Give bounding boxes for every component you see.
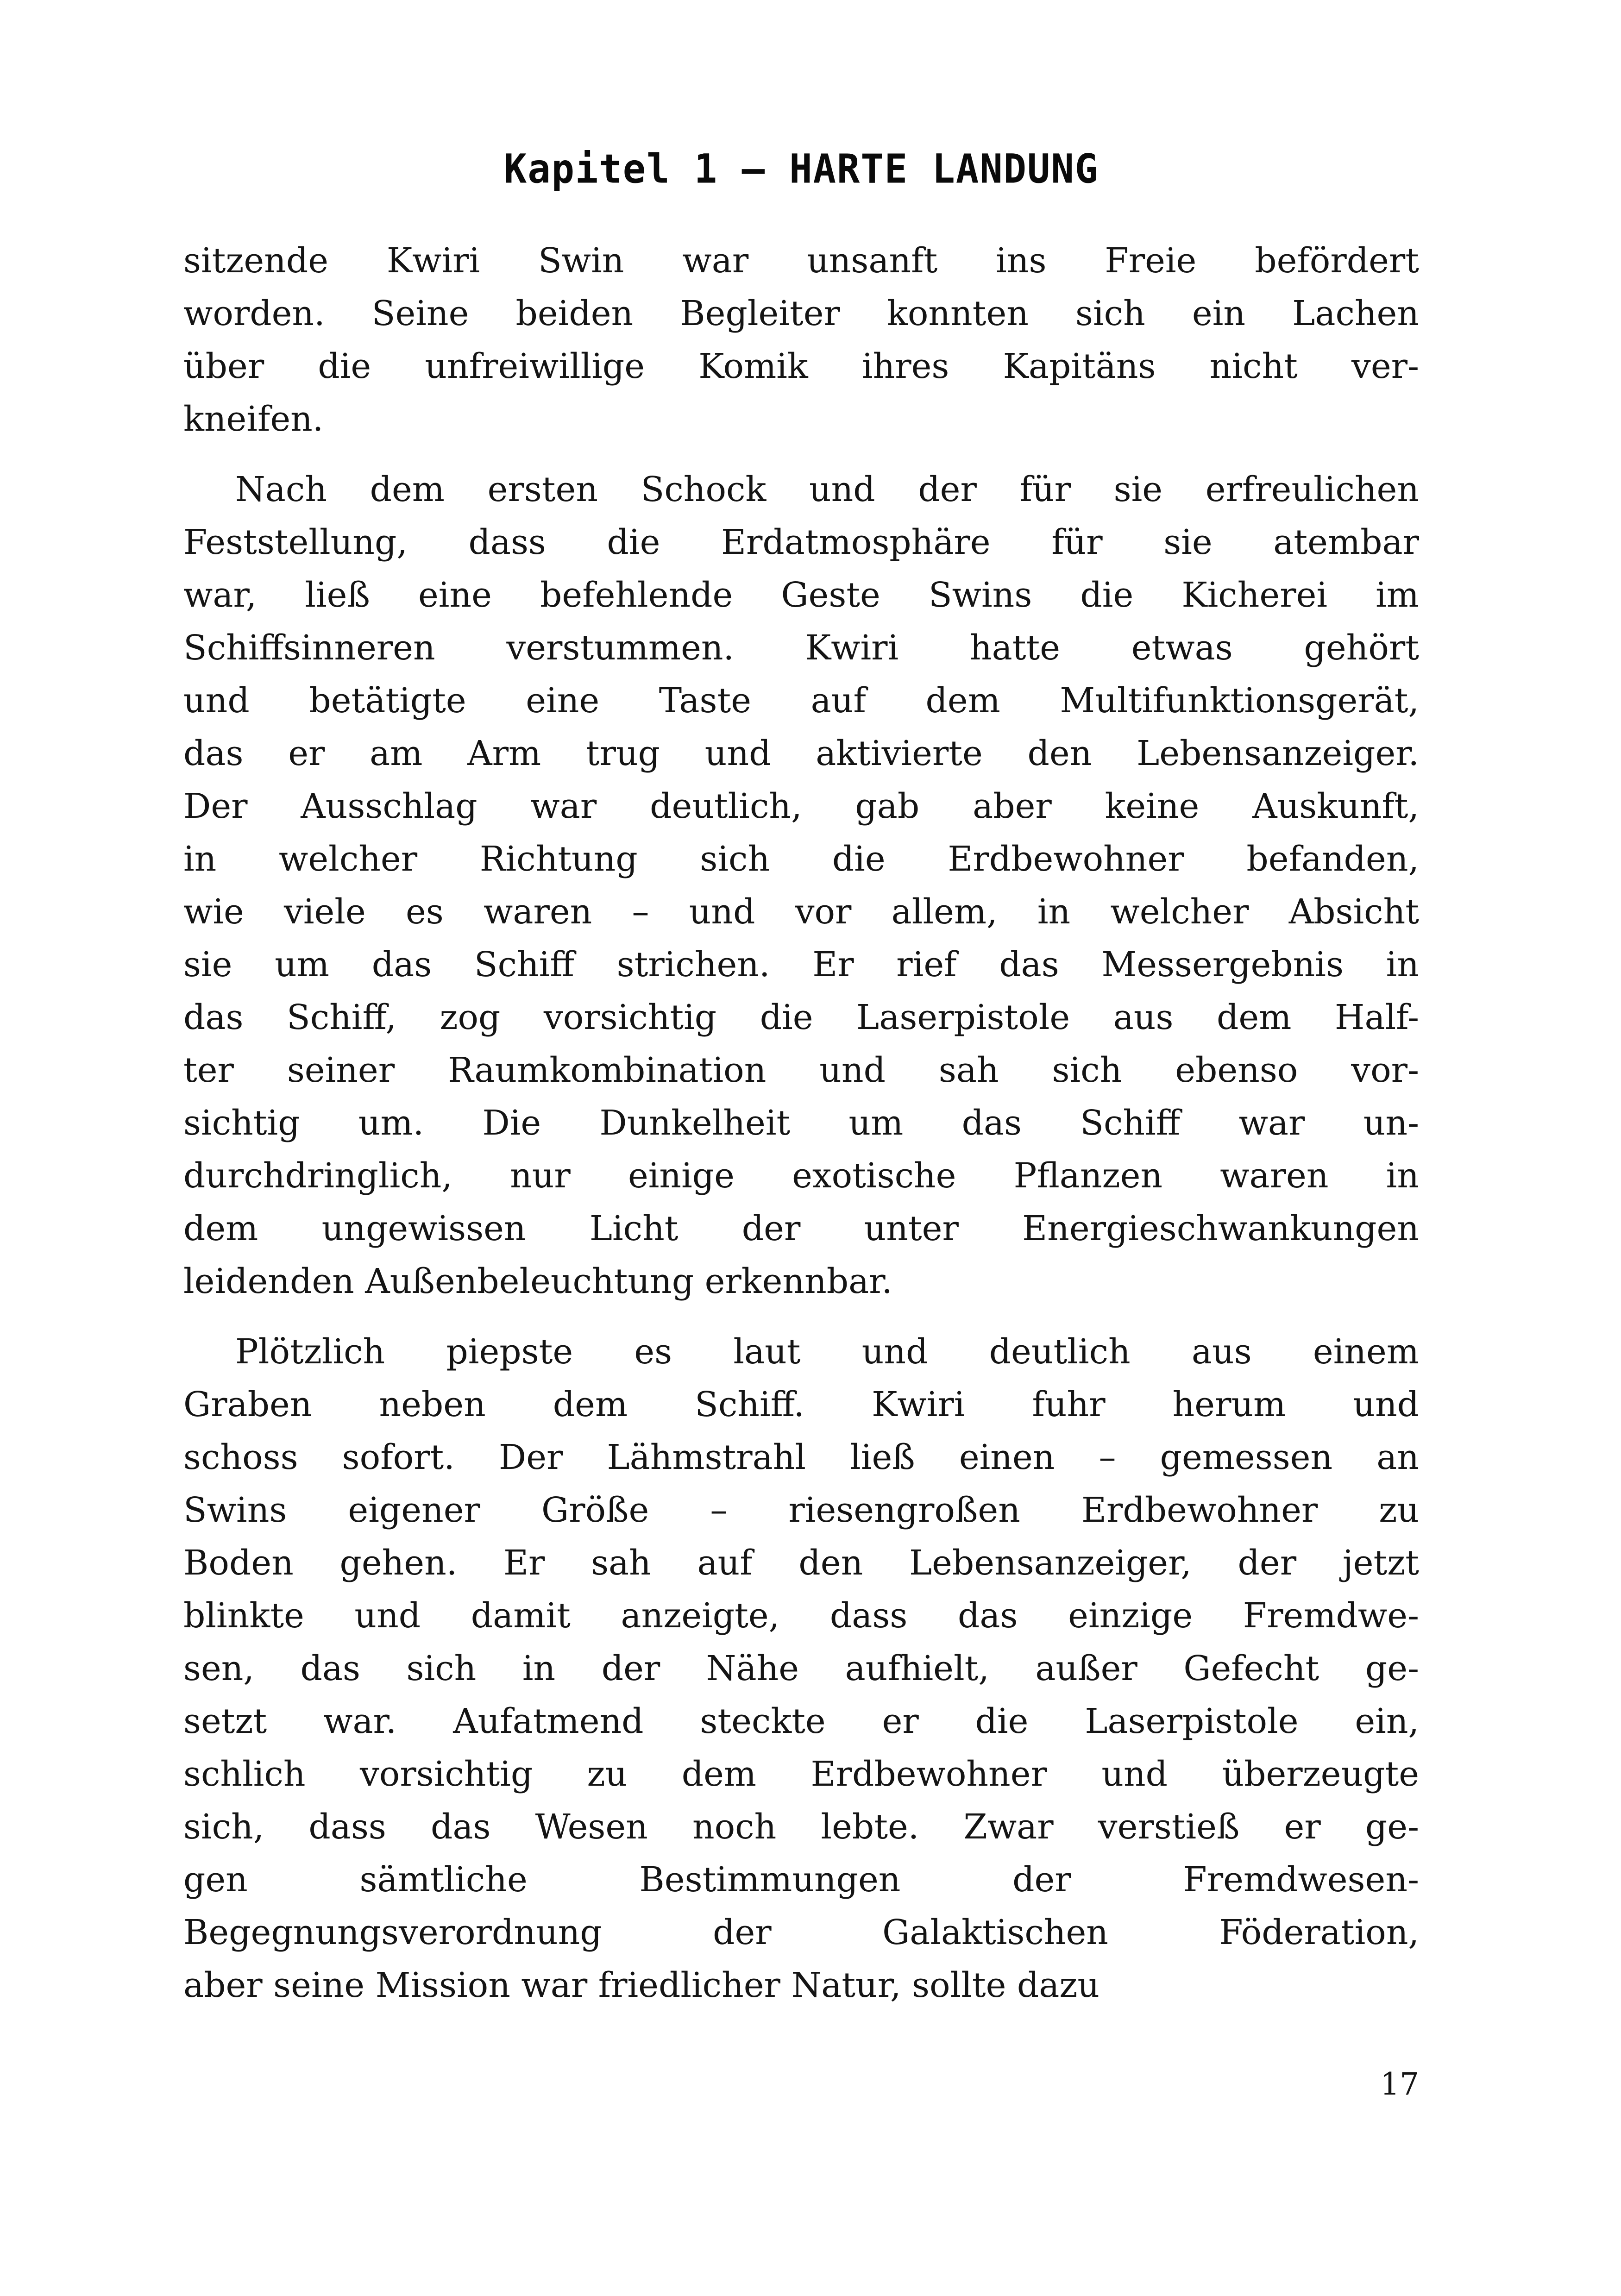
text-line: ter seiner Raumkombination und sah sich ebenso vor- <box>183 1050 1419 1090</box>
text-line: durchdringlich, nur einige exotische Pflanzen waren in <box>183 1156 1419 1196</box>
text-line: Schiffsinneren verstummen. Kwiri hatte etwas gehört <box>183 628 1419 668</box>
text-line: setzt war. Aufatmend steckte er die Laserpistole ein, <box>183 1701 1419 1741</box>
paragraph <box>183 234 1419 445</box>
text-line: dem ungewissen Licht der unter Energieschwankungen <box>183 1209 1419 1248</box>
text-line: über die unfreiwillige Komik ihres Kapitäns nicht ver- <box>183 346 1419 386</box>
text-line: sichtig um. Die Dunkelheit um das Schiff war un- <box>183 1103 1419 1143</box>
text-line: das Schiff, zog vorsichtig die Laserpistole aus dem Half- <box>183 997 1419 1037</box>
chapter-heading: Kapitel 1 – HARTE LANDUNG <box>503 146 1099 193</box>
text-line: und betätigte eine Taste auf dem Multifunktionsgerät, <box>183 681 1419 721</box>
text-line: leidenden Außenbeleuchtung erkennbar. <box>183 1261 892 1301</box>
body-text <box>183 234 1419 2012</box>
text-line: blinkte und damit anzeigte, dass das einzige Fremdwe- <box>183 1596 1419 1636</box>
text-line: Der Ausschlag war deutlich, gab aber keine Auskunft, <box>183 786 1419 826</box>
text-line: gen sämtliche Bestimmungen der Fremdwesen- <box>183 1860 1419 1900</box>
text-line: wie viele es waren – und vor allem, in welcher Absicht <box>183 892 1419 932</box>
text-line: sich, dass das Wesen noch lebte. Zwar verstieß er ge- <box>183 1807 1419 1847</box>
text-line: Feststellung, dass die Erdatmosphäre für sie atembar <box>183 522 1419 562</box>
text-line: sie um das Schiff strichen. Er rief das Messergebnis in <box>183 945 1419 985</box>
text-line: schoss sofort. Der Lähmstrahl ließ einen – gemessen an <box>183 1437 1419 1477</box>
paragraph <box>183 463 1419 1308</box>
text-line: in welcher Richtung sich die Erdbewohner befanden, <box>183 839 1419 879</box>
text-line: worden. Seine beiden Begleiter konnten sich ein Lachen <box>183 294 1419 333</box>
text-line: sen, das sich in der Nähe aufhielt, außer Gefecht ge- <box>183 1649 1419 1688</box>
text-line: Swins eigener Größe – riesengroßen Erdbewohner zu <box>183 1490 1419 1530</box>
text-line: war, ließ eine befehlende Geste Swins die Kicherei im <box>183 575 1419 615</box>
text-line: Begegnungsverordnung der Galaktischen Föderation, <box>183 1913 1419 1952</box>
text-line: Plötzlich piepste es laut und deutlich aus einem <box>235 1332 1419 1372</box>
text-line: Nach dem ersten Schock und der für sie erfreulichen <box>235 470 1419 509</box>
text-line: aber seine Mission war friedlicher Natur, sollte dazu <box>183 1965 1100 2005</box>
text-line: schlich vorsichtig zu dem Erdbewohner und überzeugte <box>183 1754 1419 1794</box>
paragraph <box>183 1325 1419 2012</box>
text-line: Boden gehen. Er sah auf den Lebensanzeiger, der jetzt <box>183 1543 1419 1583</box>
page-number: 17 <box>1380 2066 1419 2102</box>
text-line: kneifen. <box>183 399 324 439</box>
text-line: Graben neben dem Schiff. Kwiri fuhr herum und <box>183 1385 1419 1424</box>
text-line: das er am Arm trug und aktivierte den Lebensanzeiger. <box>183 734 1419 773</box>
text-line: sitzende Kwiri Swin war unsanft ins Freie befördert <box>183 241 1419 281</box>
